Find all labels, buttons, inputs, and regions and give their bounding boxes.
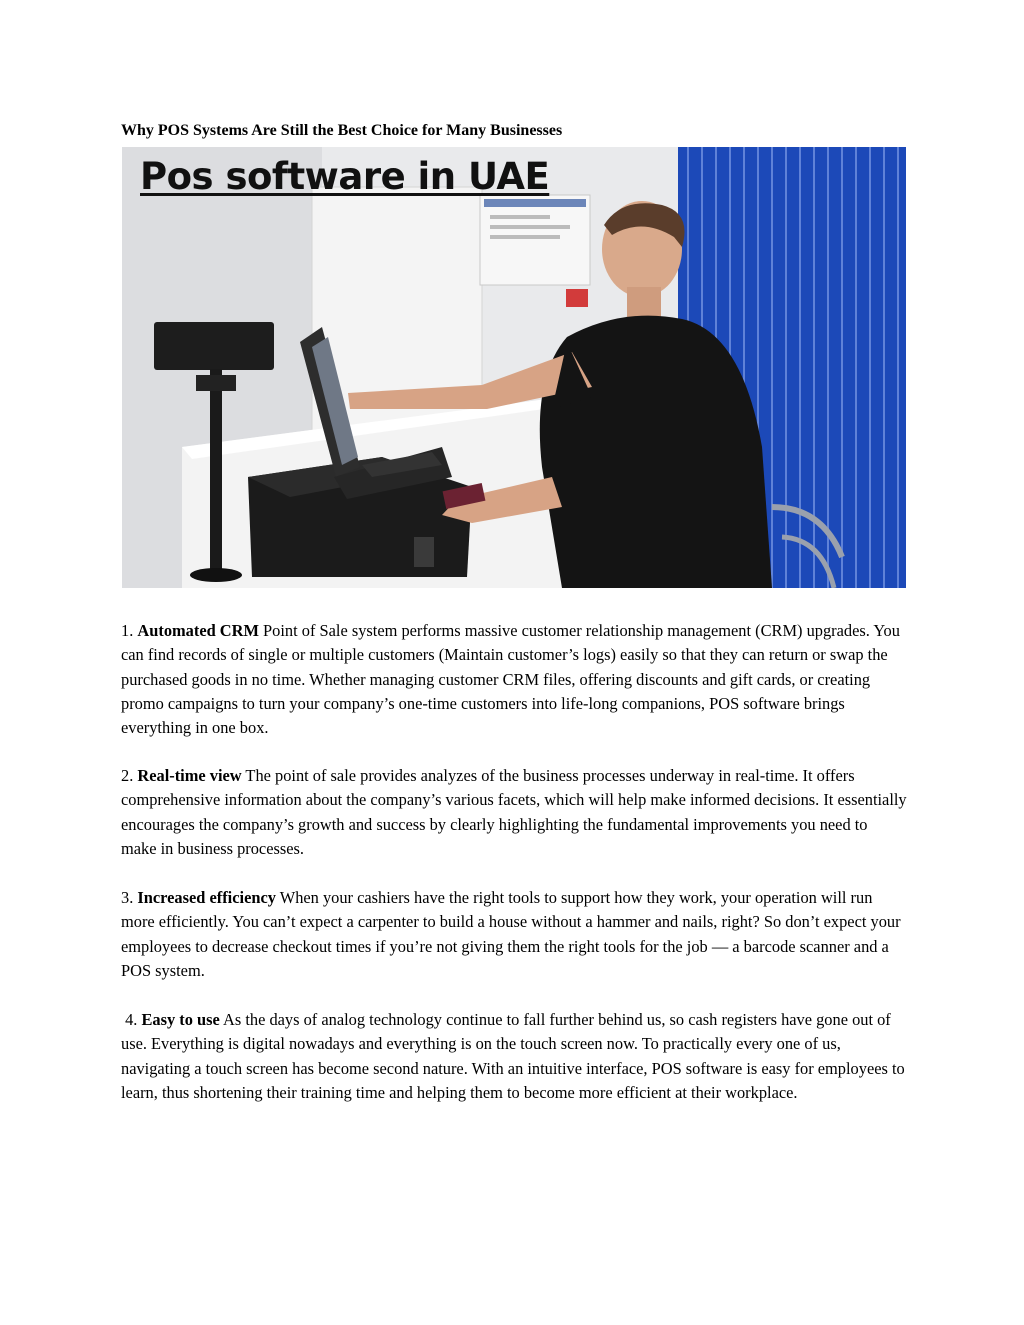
section-heading: Increased efficiency bbox=[137, 888, 276, 907]
section-body: Point of Sale system performs massive customer relationship management (CRM) upgrades. You can find records of single or multiple customers (Maintain customer’s logs) easily so that they can return or swap the purchased goods in no time. Whether managing customer CRM files, offering discounts and gift cards, or creating promo campaigns to turn your company’s one-time customers into life-long companions, POS software brings everything in one box. bbox=[121, 621, 900, 738]
section-body: As the days of analog technology continue to fall further behind us, so cash registers have gone out of use. Everything is digital nowadays and everything is on the touch screen now. To practically every one of us, navigating a touch screen has become second nature. With an intuitive interface, POS software is easy for employees to learn, thus shortening their training time and helping them to become more efficient at their workplace. bbox=[121, 1010, 905, 1102]
section-heading: Automated CRM bbox=[137, 621, 259, 640]
section-heading: Easy to use bbox=[141, 1010, 220, 1029]
section-real-time-view bbox=[121, 764, 907, 861]
hero-image bbox=[122, 147, 906, 588]
section-number: 2. bbox=[121, 766, 134, 785]
section-automated-crm bbox=[121, 619, 907, 740]
hero-caption: Pos software in UAE bbox=[140, 155, 550, 198]
section-heading: Real-time view bbox=[137, 766, 242, 785]
section-easy-to-use bbox=[121, 1008, 907, 1105]
section-number: 1. bbox=[121, 621, 134, 640]
document-title: Why POS Systems Are Still the Best Choice for Many Businesses bbox=[121, 122, 563, 139]
section-body: When your cashiers have the right tools to support how they work, your operation will run more efficiently. You can’t expect a carpenter to build a house without a hammer and nails, right? So don’t expect your employees to decrease checkout times if you’re not giving them the right tools for the job — a barcode scanner and a POS system. bbox=[121, 888, 901, 980]
section-number: 3. bbox=[121, 888, 134, 907]
section-number: 4. bbox=[121, 1010, 138, 1029]
section-body: The point of sale provides analyzes of the business processes underway in real-time. It offers comprehensive information about the company’s various facets, which will help make informed decisions. It essentially encourages the company’s growth and success by clearly highlighting the fundamental improvements you need to make in business processes. bbox=[121, 766, 907, 858]
section-increased-efficiency bbox=[121, 886, 907, 983]
hero-photo bbox=[122, 147, 906, 588]
